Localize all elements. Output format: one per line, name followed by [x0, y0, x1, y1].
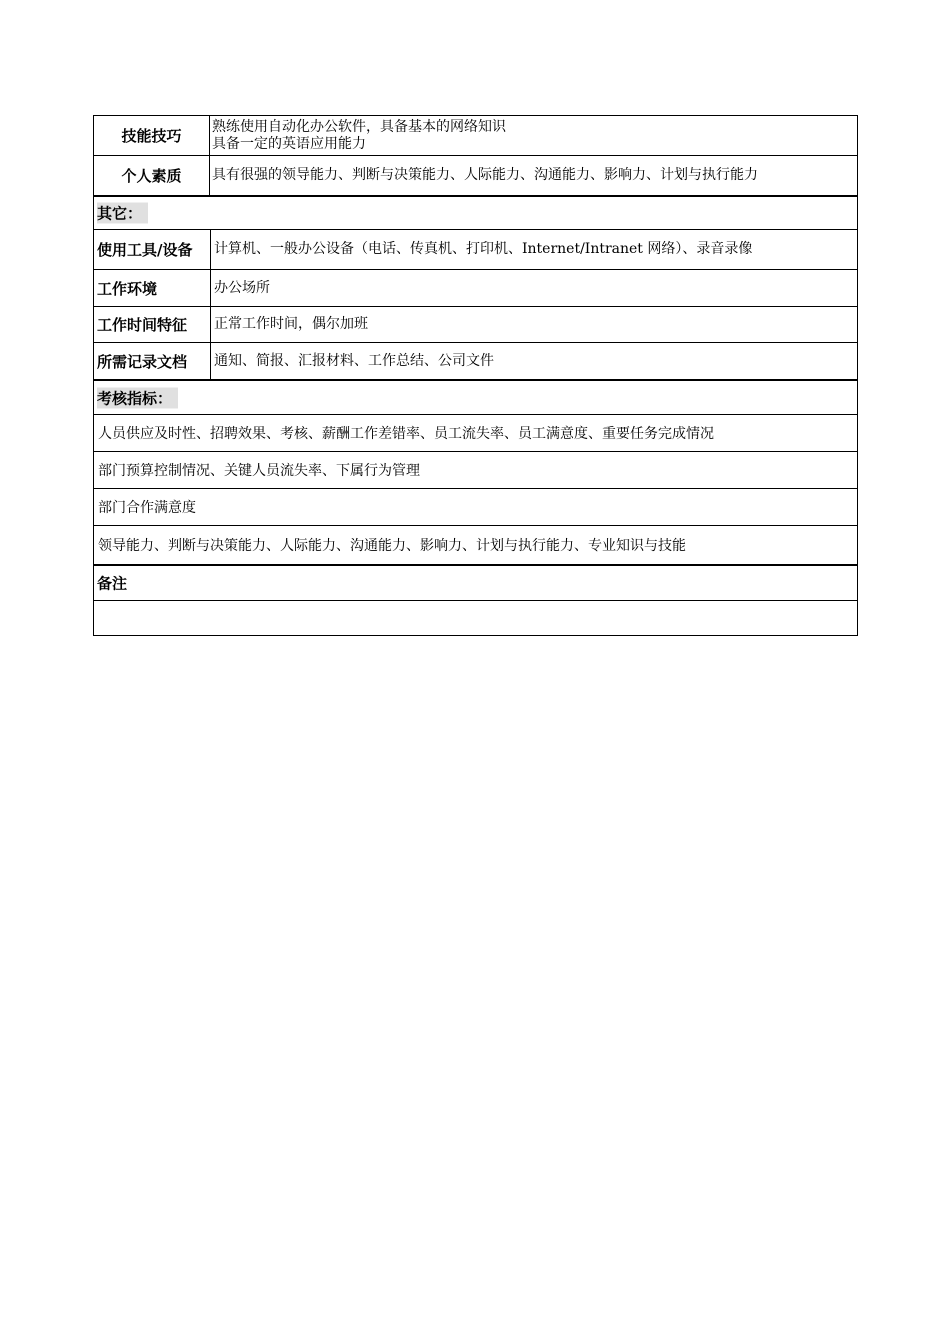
documents-value: 通知、简报、汇报材料、工作总结、公司文件 [214, 352, 494, 369]
other-section-title: 其它： [97, 203, 148, 224]
environment-row [94, 269, 857, 306]
kpi-item: 部门合作满意度 [98, 500, 196, 516]
remarks-title: 备注 [97, 574, 128, 593]
documents-row [94, 342, 857, 379]
tools-label: 使用工具/设备 [94, 230, 211, 269]
skills-value [212, 116, 855, 155]
environment-value: 办公场所 [214, 279, 270, 296]
kpi-item: 人员供应及时性、招聘效果、考核、薪酬工作差错率、员工流失率、员工满意度、重要任务完成情况 [98, 426, 714, 442]
environment-label: 工作环境 [94, 270, 211, 306]
kpi-section-header [94, 379, 857, 414]
remarks-row [94, 600, 857, 635]
remarks-section-header [94, 564, 857, 600]
work-time-label: 工作时间特征 [94, 307, 211, 342]
kpi-item: 领导能力、判断与决策能力、人际能力、沟通能力、影响力、计划与执行能力、专业知识与技能 [98, 538, 686, 554]
other-section-header [94, 195, 857, 229]
kpi-row [94, 414, 857, 451]
skills-line-1: 熟练使用自动化办公软件，具备基本的网络知识 [212, 118, 506, 135]
job-description-table [93, 115, 858, 636]
quality-row [94, 155, 857, 195]
work-time-value: 正常工作时间，偶尔加班 [214, 316, 368, 332]
skills-label: 技能技巧 [94, 116, 210, 155]
work-time-row [94, 306, 857, 342]
kpi-section-title: 考核指标： [97, 387, 178, 408]
quality-label: 个人素质 [94, 156, 210, 195]
quality-value: 具有很强的领导能力、判断与决策能力、人际能力、沟通能力、影响力、计划与执行能力 [212, 167, 758, 183]
kpi-row [94, 451, 857, 488]
tools-row [94, 229, 857, 269]
documents-label: 所需记录文档 [94, 343, 211, 379]
tools-value: 计算机、一般办公设备（电话、传真机、打印机、Internet/Intranet 网络）、录音录像 [214, 241, 753, 257]
skills-row [94, 116, 857, 155]
kpi-row [94, 525, 857, 564]
kpi-row [94, 488, 857, 525]
skills-line-2: 具备一定的英语应用能力 [212, 135, 366, 152]
kpi-item: 部门预算控制情况、关键人员流失率、下属行为管理 [98, 463, 420, 479]
